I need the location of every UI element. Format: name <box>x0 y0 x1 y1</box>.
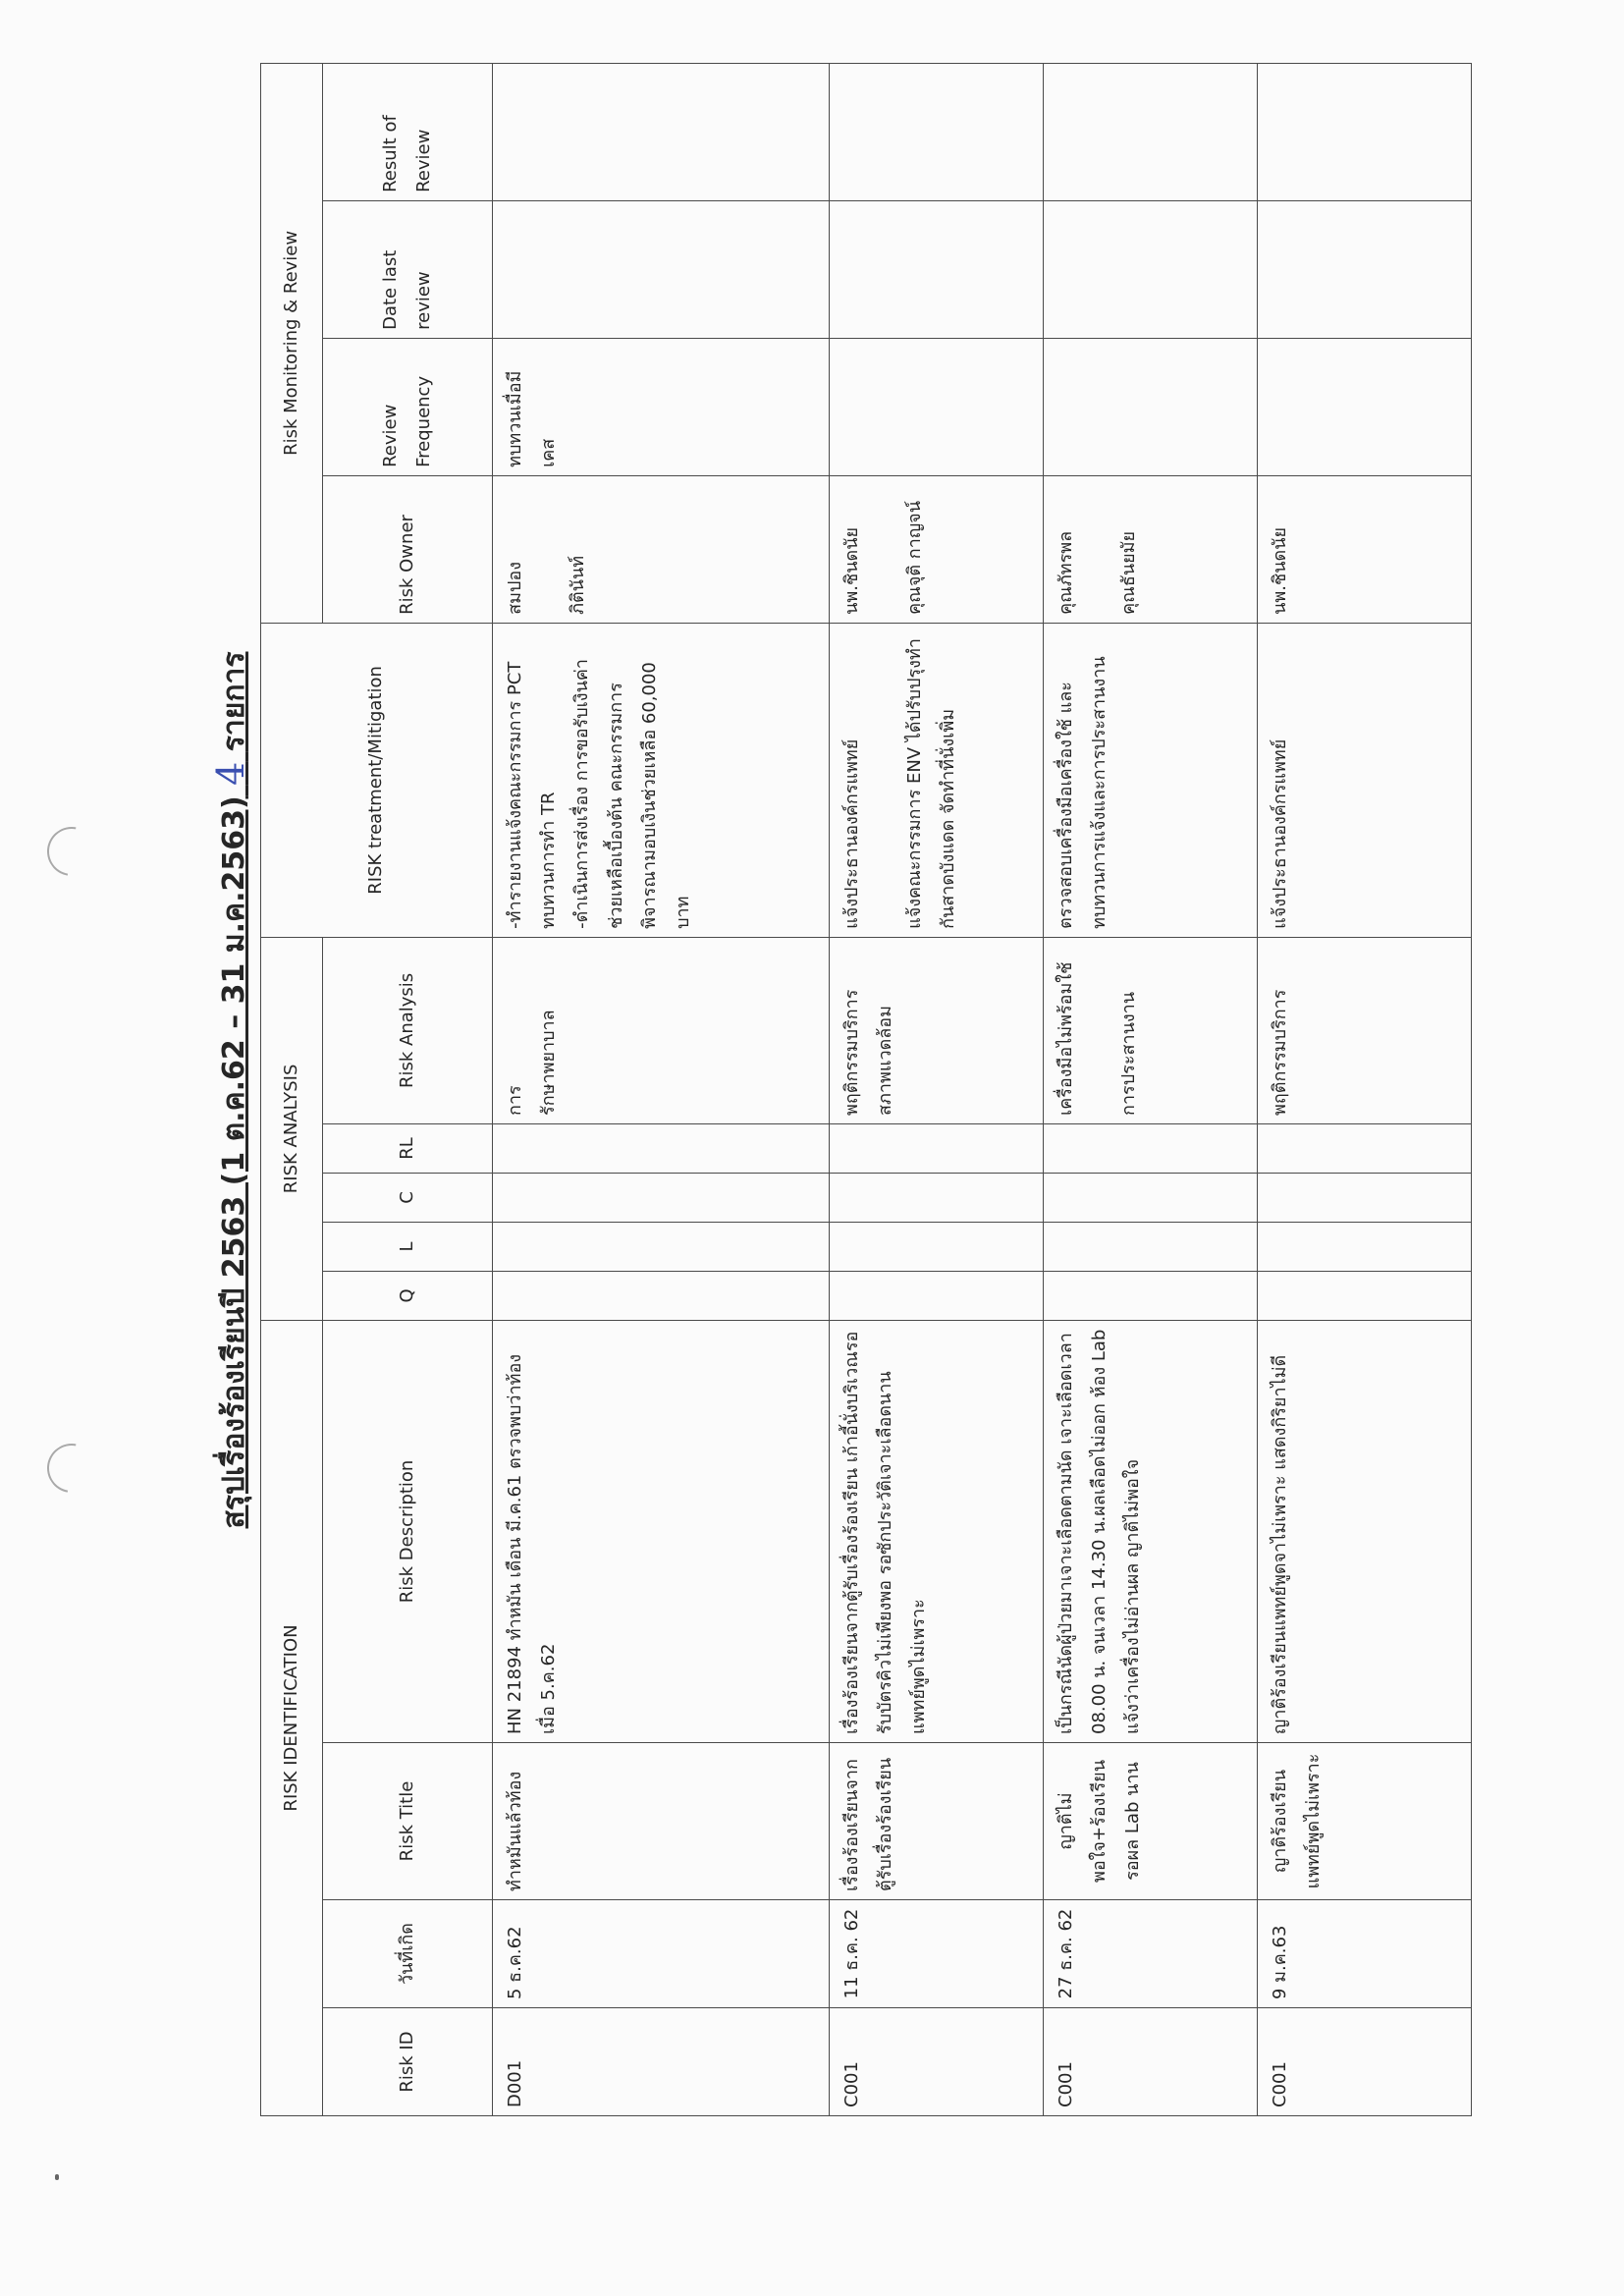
owner-line: คุณธันยมัย <box>1118 530 1140 615</box>
cell-last-review <box>1044 200 1258 338</box>
cell-title: ญาติไม่พอใจ+ร้องเรียนรอผล Lab นาน <box>1044 1743 1258 1900</box>
cell-treatment <box>1258 623 1472 937</box>
title-text: สรุปเรื่องร้องเรียนปี 2563 (1 ต.ค.62 – 31 ม.ค.2563) <box>217 795 251 1529</box>
owner-line: ภิตินันท์ <box>568 555 589 615</box>
col-analysis: Risk Analysis <box>323 937 493 1123</box>
analysis-line: เครื่องมือไม่พร้อมใช้ <box>1056 961 1076 1116</box>
cell-frequency <box>1258 338 1472 475</box>
cell-description: ญาติร้องเรียนแพทย์พูดจาไม่เพราะ แสดงกิริยาไม่ดี <box>1258 1320 1472 1742</box>
cell-risk-id: C001 <box>1258 2008 1472 2116</box>
cell-c <box>493 1173 830 1222</box>
cell-risk-id: D001 <box>493 2008 830 2116</box>
table-row <box>493 63 830 2115</box>
cell-last-review <box>493 200 830 338</box>
col-c: C <box>323 1173 493 1222</box>
col-l: L <box>323 1222 493 1271</box>
cell-title: ทำหมันแล้วท้อง <box>493 1743 830 1900</box>
cell-result <box>493 63 830 200</box>
analysis-line: รักษาพยาบาล <box>538 1010 560 1116</box>
table-row <box>1044 63 1258 2115</box>
document-title <box>209 64 257 2116</box>
cell-q <box>1258 1271 1472 1320</box>
treatment-line: แจ้งประธานองค์กรแพทย์ <box>1270 738 1290 929</box>
analysis-line: การประสานงาน <box>1118 991 1140 1116</box>
complaint-summary-sheet <box>201 64 1340 2116</box>
cell-description: เรื่องร้องเรียนจากตู้รับเรื่องร้องเรียน เก้าอี้นั่งบริเวณรอรับบัตรคิวไม่เพียงพอ รอซักประวัติเจาะเลือดนาน แพทย์พูดไม่เพราะ <box>830 1320 1044 1742</box>
owner-line: นพ.ชินดนัย <box>1270 526 1290 615</box>
scan-speck <box>55 2174 59 2180</box>
cell-owner <box>493 475 830 623</box>
cell-rl <box>1044 1123 1258 1173</box>
cell-owner <box>1258 475 1472 623</box>
handwritten-count: 4 <box>209 761 252 786</box>
table-row <box>830 63 1044 2115</box>
col-description: Risk Description <box>323 1320 493 1742</box>
cell-risk-id: C001 <box>830 2008 1044 2116</box>
treatment-line: -ดำเนินการส่งเรื่อง การขอรับเงินค่าช่วยเหลือเบื้องต้น คณะกรรมการพิจารณามอบเงินช่วยเหลือ 60,000 บาท <box>571 658 693 929</box>
cell-c <box>1044 1173 1258 1222</box>
group-monitoring: Risk Monitoring & Review <box>261 63 323 623</box>
binder-hole <box>37 1434 106 1503</box>
group-analysis: RISK ANALYSIS <box>261 937 323 1320</box>
cell-risk-id: C001 <box>1044 2008 1258 2116</box>
group-treatment: RISK treatment/Mitigation <box>261 623 493 937</box>
cell-c <box>830 1173 1044 1222</box>
cell-analysis <box>493 937 830 1123</box>
cell-treatment <box>493 623 830 937</box>
cell-frequency <box>830 338 1044 475</box>
col-last-review: Date last review <box>323 200 493 338</box>
col-frequency: Review Frequency <box>323 338 493 475</box>
cell-owner <box>1044 475 1258 623</box>
risk-register-table <box>260 63 1472 2116</box>
cell-rl <box>830 1123 1044 1173</box>
col-owner: Risk Owner <box>323 475 493 623</box>
cell-q <box>830 1271 1044 1320</box>
cell-title: เรื่องร้องเรียนจากตู้รับเรื่องร้องเรียน <box>830 1743 1044 1900</box>
group-identification: RISK IDENTIFICATION <box>261 1320 323 2115</box>
cell-l <box>493 1222 830 1271</box>
analysis-line: สภาพแวดล้อม <box>875 1006 896 1116</box>
cell-l <box>1044 1222 1258 1271</box>
cell-last-review <box>1258 200 1472 338</box>
col-rl: RL <box>323 1123 493 1173</box>
cell-frequency <box>1044 338 1258 475</box>
owner-line: คุณจุติ กาญจน์ <box>904 500 926 615</box>
cell-l <box>1258 1222 1472 1271</box>
cell-q <box>493 1271 830 1320</box>
cell-owner <box>830 475 1044 623</box>
col-date: วันที่เกิด <box>323 1900 493 2008</box>
owner-line: นพ.ชินดนัย <box>841 526 862 615</box>
title-suffix: รายการ <box>217 651 251 752</box>
cell-last-review <box>830 200 1044 338</box>
cell-description: HN 21894 ทำหมัน เดือน มี.ค.61 ตรวจพบว่าท้องเมื่อ 5.ค.62 <box>493 1320 830 1742</box>
analysis-line: พฤติกรรมบริการ <box>841 989 862 1116</box>
cell-date: 27 ธ.ค. 62 <box>1044 1900 1258 2008</box>
treatment-line: ตรวจสอบเครื่องมือเครื่องใช้ และทบทวนการแจ้งและการประสานงาน <box>1056 656 1110 929</box>
col-risk-id: Risk ID <box>323 2008 493 2116</box>
cell-q <box>1044 1271 1258 1320</box>
cell-frequency: ทบทวนเมื่อมีเคส <box>493 338 830 475</box>
cell-rl <box>1258 1123 1472 1173</box>
treatment-line: -ทำรายงานแจ้งคณะกรรมการ PCT ทบทวนการทำ TR <box>505 661 560 929</box>
owner-line: สมปอง <box>505 562 525 615</box>
cell-result <box>830 63 1044 200</box>
cell-date: 5 ธ.ค.62 <box>493 1900 830 2008</box>
col-result: Result of Review <box>323 63 493 200</box>
cell-treatment <box>1044 623 1258 937</box>
cell-analysis <box>1044 937 1258 1123</box>
cell-rl <box>493 1123 830 1173</box>
table-row <box>1258 63 1472 2115</box>
cell-date: 11 ธ.ค. 62 <box>830 1900 1044 2008</box>
owner-line: คุณภัทรพล <box>1056 530 1076 615</box>
cell-analysis <box>830 937 1044 1123</box>
cell-l <box>830 1222 1044 1271</box>
analysis-line: การ <box>505 1085 525 1116</box>
cell-date: 9 ม.ค.63 <box>1258 1900 1472 2008</box>
binder-hole <box>37 817 106 886</box>
treatment-line: แจ้งประธานองค์กรแพทย์ <box>841 738 862 929</box>
cell-result <box>1258 63 1472 200</box>
col-q: Q <box>323 1271 493 1320</box>
cell-analysis <box>1258 937 1472 1123</box>
cell-treatment <box>830 623 1044 937</box>
cell-result <box>1044 63 1258 200</box>
cell-description: เป็นกรณีนัดผู้ป่วยมาเจาะเลือดตามนัด เจาะเลือดเวลา 08.00 น. จนเวลา 14.30 น.ผลเลือดไม่ออก ห้อง Lab แจ้งว่าเครื่องไม่อ่านผล ญาติไม่พอใจ <box>1044 1320 1258 1742</box>
cell-c <box>1258 1173 1472 1222</box>
treatment-line: แจ้งคณะกรรมการ ENV ได้ปรับปรุงทำกันสาดบังแดด จัดทำที่นั่งเพิ่ม <box>904 638 959 929</box>
col-title: Risk Title <box>323 1743 493 1900</box>
cell-title: ญาติร้องเรียนแพทย์พูดไม่เพราะ <box>1258 1743 1472 1900</box>
analysis-line: พฤติกรรมบริการ <box>1270 989 1290 1116</box>
